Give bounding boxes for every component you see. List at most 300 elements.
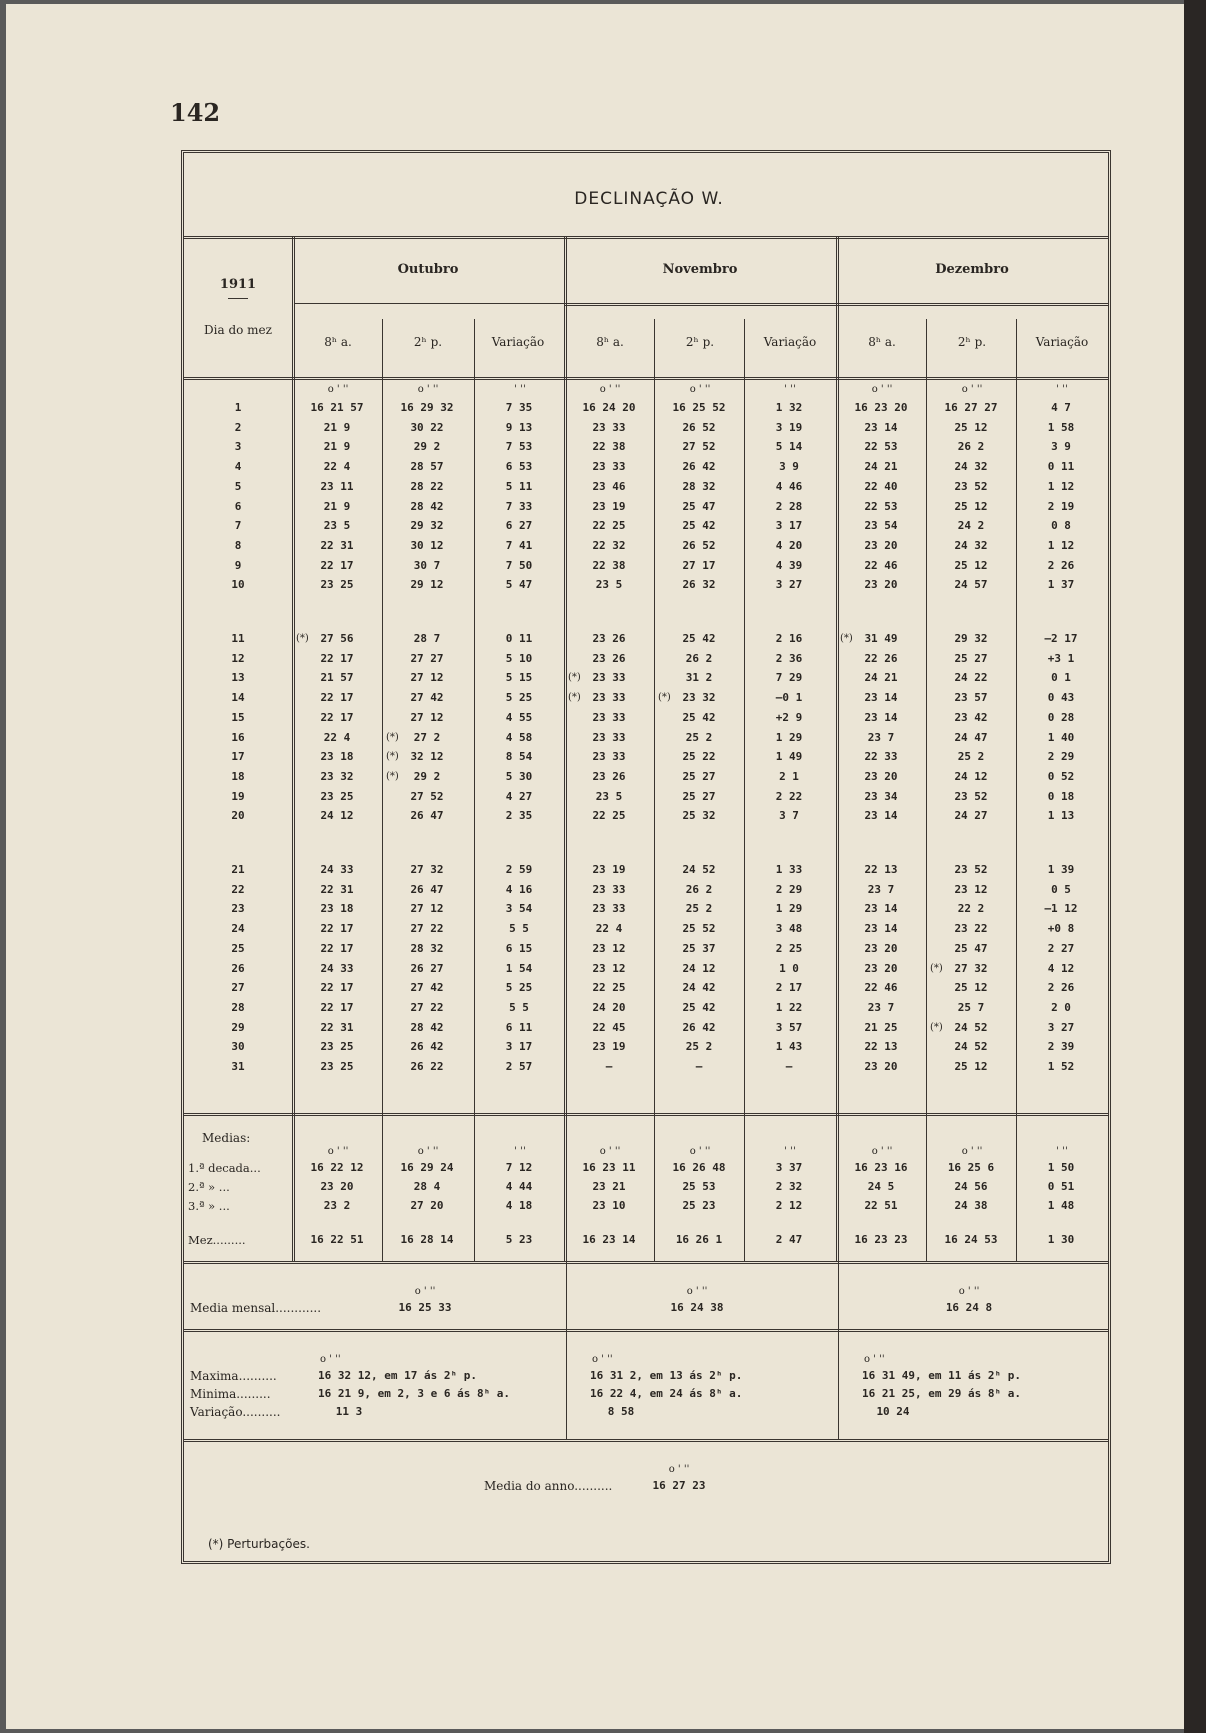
- data-cell: —: [605, 1060, 613, 1073]
- perturbation-mark: (*): [658, 692, 671, 704]
- perturbation-mark: (*): [386, 751, 399, 763]
- data-cell: 22 31: [320, 538, 354, 552]
- day-cell: 20: [231, 809, 245, 823]
- day-cell: 2: [234, 420, 242, 434]
- data-cell: 22 17: [320, 691, 354, 705]
- data-cell: 25 27: [682, 789, 716, 803]
- data-cell: 2 17: [775, 981, 803, 995]
- medias-row-label: 2.ª » ...: [188, 1180, 230, 1194]
- data-cell: 24 33: [320, 961, 354, 975]
- data-cell: 27 12: [410, 902, 444, 916]
- medias-cell: 16 23 16: [854, 1161, 908, 1174]
- data-cell: 23 33: [592, 671, 626, 685]
- data-cell: 27 22: [410, 922, 444, 936]
- data-cell: 23 25: [320, 789, 354, 803]
- variacao-value: 10 24: [876, 1405, 910, 1418]
- day-cell: 3: [234, 440, 242, 454]
- data-cell: 23 33: [592, 710, 626, 724]
- mez-cell: 16 23 14: [582, 1233, 636, 1246]
- perturbation-mark: (*): [930, 962, 943, 974]
- data-cell: 25 2: [685, 902, 713, 916]
- data-cell: 24 32: [954, 460, 988, 474]
- day-cell: 6: [234, 499, 242, 513]
- data-cell: 25 22: [682, 750, 716, 764]
- units-extremes: o ' '': [864, 1354, 885, 1365]
- units-medias-3: o ' '': [599, 1146, 621, 1157]
- vrule-mensal-0: [566, 1261, 567, 1439]
- data-cell: 22 38: [592, 440, 626, 454]
- data-cell: 2 57: [505, 1060, 533, 1073]
- data-cell: 28 42: [410, 1020, 444, 1034]
- medias-cell: 23 2: [323, 1199, 351, 1212]
- rule-body-end: [184, 1113, 1108, 1116]
- mez-cell: 16 24 53: [944, 1233, 998, 1246]
- data-cell: 28 57: [410, 460, 444, 474]
- media-mensal-value: 16 24 8: [945, 1301, 993, 1314]
- data-cell: 29 2: [413, 769, 441, 783]
- rule-title: [184, 236, 1108, 239]
- data-cell: 1 52: [1047, 1060, 1075, 1073]
- data-cell: 1 43: [775, 1040, 803, 1054]
- data-cell: 1 29: [775, 730, 803, 744]
- data-cell: 24 2: [957, 519, 985, 533]
- day-of-month-header: Dia do mez: [204, 323, 272, 337]
- data-cell: 1 33: [775, 863, 803, 876]
- data-cell: 1 22: [775, 1000, 803, 1014]
- day-cell: 22: [231, 882, 245, 896]
- data-cell: 29 2: [413, 440, 441, 454]
- data-cell: 3 54: [505, 902, 533, 916]
- day-cell: 12: [231, 651, 245, 665]
- maxima-value: 16 32 12, em 17 ás 2ʰ p.: [318, 1369, 477, 1382]
- data-cell: 21 9: [323, 420, 351, 434]
- perturbation-mark: (*): [568, 672, 581, 684]
- data-cell: 5 15: [505, 671, 533, 685]
- data-cell: 23 33: [592, 730, 626, 744]
- data-cell: 22 40: [864, 479, 898, 493]
- data-cell: 2 27: [1047, 941, 1075, 955]
- day-cell: 4: [234, 460, 242, 474]
- data-cell: 23 18: [320, 902, 354, 916]
- vrule-col-2: [654, 319, 655, 1261]
- data-cell: 1 29: [775, 902, 803, 916]
- footnote: (*) Perturbações.: [208, 1537, 310, 1551]
- subheader-1-1: 2ʰ p.: [685, 335, 715, 349]
- data-cell: 2 26: [1047, 981, 1075, 995]
- data-cell: 26 42: [682, 460, 716, 474]
- book-spine: [1184, 0, 1206, 1733]
- minima-value: 16 22 4, em 24 ás 8ʰ a.: [590, 1387, 743, 1400]
- data-cell: 23 26: [592, 632, 626, 645]
- data-cell: 0 5: [1051, 882, 1071, 896]
- data-cell: 23 33: [592, 882, 626, 896]
- data-cell: 25 7: [957, 1000, 985, 1014]
- data-cell: 22 25: [592, 809, 626, 823]
- data-cell: 22 38: [592, 558, 626, 572]
- data-cell: 23 46: [592, 479, 626, 493]
- maxima-value: 16 31 2, em 13 ás 2ʰ p.: [590, 1369, 743, 1382]
- data-cell: 28 22: [410, 479, 444, 493]
- data-cell: 23 20: [864, 1060, 898, 1073]
- data-cell: 27 42: [410, 981, 444, 995]
- data-cell: 25 32: [682, 809, 716, 823]
- day-cell: 18: [231, 769, 245, 783]
- data-cell: 22 4: [323, 460, 351, 474]
- year-underline: [228, 298, 248, 299]
- data-cell: 7 29: [775, 671, 803, 685]
- data-cell: 26 27: [410, 961, 444, 975]
- units-anno: o ' '': [668, 1464, 690, 1475]
- medias-cell: 16 29 24: [400, 1161, 454, 1174]
- data-cell: 23 20: [864, 769, 898, 783]
- data-cell: 29 12: [410, 578, 444, 592]
- extreme-label-1: Minima.........: [190, 1387, 271, 1401]
- table-title: DECLINAÇÃO W.: [574, 189, 724, 209]
- day-cell: 31: [231, 1060, 245, 1073]
- data-cell: 23 19: [592, 863, 626, 876]
- units-extremes: o ' '': [592, 1354, 613, 1365]
- variacao-value: 11 3: [335, 1405, 363, 1418]
- day-cell: 11: [231, 632, 245, 645]
- data-cell: 5 25: [505, 691, 533, 705]
- data-cell: 22 17: [320, 558, 354, 572]
- data-cell: 24 52: [954, 1040, 988, 1054]
- data-cell: 23 5: [595, 789, 623, 803]
- data-cell: 2 29: [1047, 750, 1075, 764]
- data-cell: 23 14: [864, 809, 898, 823]
- units-mensal: o ' '': [958, 1286, 980, 1297]
- data-cell: 23 34: [864, 789, 898, 803]
- day-cell: 10: [231, 578, 245, 592]
- data-cell: 23 25: [320, 1040, 354, 1054]
- data-cell: —1 12: [1044, 902, 1078, 916]
- data-cell: 7 53: [505, 440, 533, 454]
- units-extremes: o ' '': [320, 1354, 341, 1365]
- medias-cell: 0 51: [1047, 1180, 1075, 1193]
- data-cell: 23 57: [954, 691, 988, 705]
- data-cell: 5 25: [505, 981, 533, 995]
- day-cell: 16: [231, 730, 245, 744]
- data-cell: 25 42: [682, 632, 716, 645]
- data-cell: 1 12: [1047, 538, 1075, 552]
- perturbation-mark: (*): [386, 731, 399, 743]
- medias-cell: 24 56: [954, 1180, 988, 1193]
- day-cell: 21: [231, 863, 245, 876]
- data-cell: 24 52: [954, 1020, 988, 1034]
- data-cell: 22 31: [320, 1020, 354, 1034]
- day-cell: 26: [231, 961, 245, 975]
- medias-row-label: 3.ª » ...: [188, 1199, 230, 1213]
- data-cell: 26 42: [410, 1040, 444, 1054]
- data-cell: 22 4: [595, 922, 623, 936]
- medias-cell: 2 12: [775, 1199, 803, 1212]
- data-cell: 7 35: [505, 401, 533, 414]
- maxima-value: 16 31 49, em 11 ás 2ʰ p.: [862, 1369, 1021, 1382]
- data-cell: 25 12: [954, 499, 988, 513]
- data-cell: 4 55: [505, 710, 533, 724]
- units-body-8: ' '': [1056, 384, 1068, 395]
- data-cell: 22 4: [323, 730, 351, 744]
- mez-cell: 5 23: [505, 1233, 533, 1246]
- medias-cell: 24 5: [867, 1180, 895, 1193]
- subheader-1-2: Variação: [763, 335, 817, 349]
- data-cell: 28 32: [682, 479, 716, 493]
- data-cell: 26 47: [410, 882, 444, 896]
- data-cell: 23 18: [320, 750, 354, 764]
- day-cell: 19: [231, 789, 245, 803]
- year-label: 1911: [219, 277, 257, 292]
- day-cell: 15: [231, 710, 245, 724]
- data-cell: 27 12: [410, 710, 444, 724]
- data-cell: 2 35: [505, 809, 533, 823]
- data-cell: 24 20: [592, 1000, 626, 1014]
- data-cell: 26 52: [682, 420, 716, 434]
- data-cell: 4 20: [775, 538, 803, 552]
- data-cell: 3 27: [1047, 1020, 1075, 1034]
- day-cell: 5: [234, 479, 242, 493]
- medias-cell: 4 18: [505, 1199, 533, 1212]
- data-cell: 27 42: [410, 691, 444, 705]
- data-cell: 22 17: [320, 710, 354, 724]
- page-number: 142: [170, 98, 221, 127]
- data-cell: 5 14: [775, 440, 803, 454]
- data-cell: 0 28: [1047, 710, 1075, 724]
- data-cell: 24 47: [954, 730, 988, 744]
- data-cell: 4 16: [505, 882, 533, 896]
- data-cell: 5 30: [505, 769, 533, 783]
- data-cell: 25 12: [954, 981, 988, 995]
- data-cell: 25 12: [954, 1060, 988, 1073]
- data-cell: 23 19: [592, 1040, 626, 1054]
- data-cell: 26 22: [410, 1060, 444, 1073]
- data-cell: 23 33: [592, 902, 626, 916]
- data-cell: 23 20: [864, 961, 898, 975]
- subheader-2-0: 8ʰ a.: [868, 335, 896, 349]
- data-cell: 26 52: [682, 538, 716, 552]
- data-cell: 24 57: [954, 578, 988, 592]
- data-cell: 23 12: [592, 961, 626, 975]
- data-cell: 23 19: [592, 499, 626, 513]
- day-cell: 30: [231, 1040, 245, 1054]
- data-cell: 1 39: [1047, 863, 1075, 876]
- data-cell: 23 14: [864, 420, 898, 434]
- data-cell: 24 33: [320, 863, 354, 876]
- units-medias-4: o ' '': [689, 1146, 711, 1157]
- data-cell: —0 1: [775, 691, 803, 705]
- data-cell: 6 53: [505, 460, 533, 474]
- data-cell: 25 37: [682, 941, 716, 955]
- medias-cell: 16 22 12: [310, 1161, 364, 1174]
- data-cell: 28 32: [410, 941, 444, 955]
- data-cell: 23 14: [864, 922, 898, 936]
- data-cell: 0 52: [1047, 769, 1075, 783]
- medias-row-label: 1.ª decada...: [188, 1161, 261, 1175]
- data-cell: 25 2: [685, 1040, 713, 1054]
- data-cell: 2 22: [775, 789, 803, 803]
- data-cell: 1 58: [1047, 420, 1075, 434]
- day-cell: 29: [231, 1020, 245, 1034]
- data-cell: 31 49: [864, 632, 898, 645]
- data-cell: 2 28: [775, 499, 803, 513]
- extreme-label-2: Variação..........: [190, 1405, 281, 1419]
- data-cell: 3 19: [775, 420, 803, 434]
- data-cell: 2 39: [1047, 1040, 1075, 1054]
- data-cell: —: [785, 1060, 793, 1073]
- data-cell: —: [695, 1060, 703, 1073]
- data-cell: 2 1: [779, 769, 799, 783]
- medias-cell: 4 44: [505, 1180, 533, 1193]
- data-cell: 5 10: [505, 651, 533, 665]
- subheader-0-0: 8ʰ a.: [324, 335, 352, 349]
- data-cell: 23 12: [954, 882, 988, 896]
- data-cell: 23 54: [864, 519, 898, 533]
- data-cell: 22 17: [320, 941, 354, 955]
- data-cell: 3 17: [505, 1040, 533, 1054]
- data-cell: 23 22: [954, 922, 988, 936]
- data-cell: 24 42: [682, 981, 716, 995]
- data-cell: 22 53: [864, 440, 898, 454]
- medias-cell: 22 51: [864, 1199, 898, 1212]
- data-cell: 22 13: [864, 1040, 898, 1054]
- medias-cell: 3 37: [775, 1161, 803, 1174]
- minima-value: 16 21 25, em 29 ás 8ʰ a.: [862, 1387, 1021, 1400]
- data-cell: 1 0: [779, 961, 799, 975]
- data-cell: 4 7: [1051, 401, 1071, 414]
- units-body-0: o ' '': [327, 384, 349, 395]
- perturbation-mark: (*): [568, 692, 581, 704]
- data-cell: 24 12: [954, 769, 988, 783]
- data-cell: 2 29: [775, 882, 803, 896]
- data-cell: 26 47: [410, 809, 444, 823]
- data-cell: 3 17: [775, 519, 803, 533]
- data-cell: 6 27: [505, 519, 533, 533]
- data-cell: 1 32: [775, 401, 803, 414]
- data-cell: 1 12: [1047, 479, 1075, 493]
- data-cell: 22 13: [864, 863, 898, 876]
- data-cell: 24 52: [682, 863, 716, 876]
- data-cell: 1 37: [1047, 578, 1075, 592]
- data-cell: 26 2: [685, 882, 713, 896]
- perturbation-mark: (*): [930, 1021, 943, 1033]
- data-cell: 3 57: [775, 1020, 803, 1034]
- vrule-col-1: [474, 319, 475, 1261]
- data-cell: 27 32: [410, 863, 444, 876]
- rule-header: [184, 377, 1108, 380]
- data-cell: 27 12: [410, 671, 444, 685]
- units-body-7: o ' '': [961, 384, 983, 395]
- data-cell: 31 2: [685, 671, 713, 685]
- perturbation-mark: (*): [840, 633, 853, 644]
- data-cell: 1 54: [505, 961, 533, 975]
- data-cell: 27 27: [410, 651, 444, 665]
- data-cell: 22 33: [864, 750, 898, 764]
- data-cell: 24 27: [954, 809, 988, 823]
- data-cell: 23 26: [592, 769, 626, 783]
- data-cell: 27 17: [682, 558, 716, 572]
- day-cell: 25: [231, 941, 245, 955]
- data-cell: 23 14: [864, 710, 898, 724]
- data-cell: 16 27 27: [944, 401, 998, 414]
- data-cell: +2 9: [775, 710, 803, 724]
- day-cell: 28: [231, 1000, 245, 1014]
- data-cell: 0 11: [1047, 460, 1075, 474]
- data-cell: 2 25: [775, 941, 803, 955]
- data-cell: 23 7: [867, 730, 895, 744]
- data-cell: 24 32: [954, 538, 988, 552]
- mez-cell: 16 22 51: [310, 1233, 364, 1246]
- medias-cell: 28 4: [413, 1180, 441, 1193]
- data-cell: 23 20: [864, 578, 898, 592]
- medias-cell: 24 38: [954, 1199, 988, 1212]
- month-outubro: Outubro: [397, 262, 459, 277]
- data-cell: 22 45: [592, 1020, 626, 1034]
- data-cell: 2 16: [775, 632, 803, 645]
- data-cell: 27 32: [954, 961, 988, 975]
- units-body-2: ' '': [514, 384, 526, 395]
- perturbation-mark: (*): [296, 633, 309, 644]
- vrule-col-3: [744, 319, 745, 1261]
- data-cell: 16 24 20: [582, 401, 636, 414]
- data-cell: 7 41: [505, 538, 533, 552]
- mez-cell: 16 28 14: [400, 1233, 454, 1246]
- data-cell: 2 36: [775, 651, 803, 665]
- data-cell: 7 33: [505, 499, 533, 513]
- subheader-0-1: 2ʰ p.: [413, 335, 443, 349]
- data-cell: 6 15: [505, 941, 533, 955]
- data-cell: 3 48: [775, 922, 803, 936]
- data-cell: 30 12: [410, 538, 444, 552]
- data-cell: 0 1: [1051, 671, 1071, 685]
- data-cell: 0 18: [1047, 789, 1075, 803]
- data-cell: 4 58: [505, 730, 533, 744]
- data-cell: 5 5: [509, 922, 529, 936]
- data-cell: 23 26: [592, 651, 626, 665]
- data-cell: 23 52: [954, 479, 988, 493]
- data-cell: 23 5: [323, 519, 351, 533]
- data-cell: 22 32: [592, 538, 626, 552]
- data-cell: 27 22: [410, 1000, 444, 1014]
- data-cell: 6 11: [505, 1020, 533, 1034]
- data-cell: 22 53: [864, 499, 898, 513]
- data-cell: 22 25: [592, 981, 626, 995]
- data-cell: 2 19: [1047, 499, 1075, 513]
- rule-medias-end: [184, 1261, 1108, 1264]
- medias-cell: 1 48: [1047, 1199, 1075, 1212]
- medias-cell: 16 26 48: [672, 1161, 726, 1174]
- data-cell: 7 50: [505, 558, 533, 572]
- data-cell: +3 1: [1047, 651, 1075, 665]
- data-cell: 4 12: [1047, 961, 1075, 975]
- data-cell: 16 29 32: [400, 401, 454, 414]
- data-cell: 3 9: [779, 460, 799, 474]
- units-body-4: o ' '': [689, 384, 711, 395]
- data-cell: —2 17: [1044, 632, 1078, 645]
- data-cell: 24 21: [864, 671, 898, 685]
- data-cell: 23 33: [592, 460, 626, 474]
- vrule-col-0: [382, 319, 383, 1261]
- data-cell: 23 33: [592, 691, 626, 705]
- data-cell: 4 39: [775, 558, 803, 572]
- mez-cell: 16 23 23: [854, 1233, 908, 1246]
- data-cell: 28 42: [410, 499, 444, 513]
- data-cell: 23 25: [320, 578, 354, 592]
- data-cell: 0 11: [505, 632, 533, 645]
- mez-cell: 2 47: [775, 1233, 803, 1246]
- data-cell: 25 27: [954, 651, 988, 665]
- data-cell: 23 52: [954, 789, 988, 803]
- medias-label: Medias:: [202, 1131, 251, 1145]
- data-cell: 25 47: [682, 499, 716, 513]
